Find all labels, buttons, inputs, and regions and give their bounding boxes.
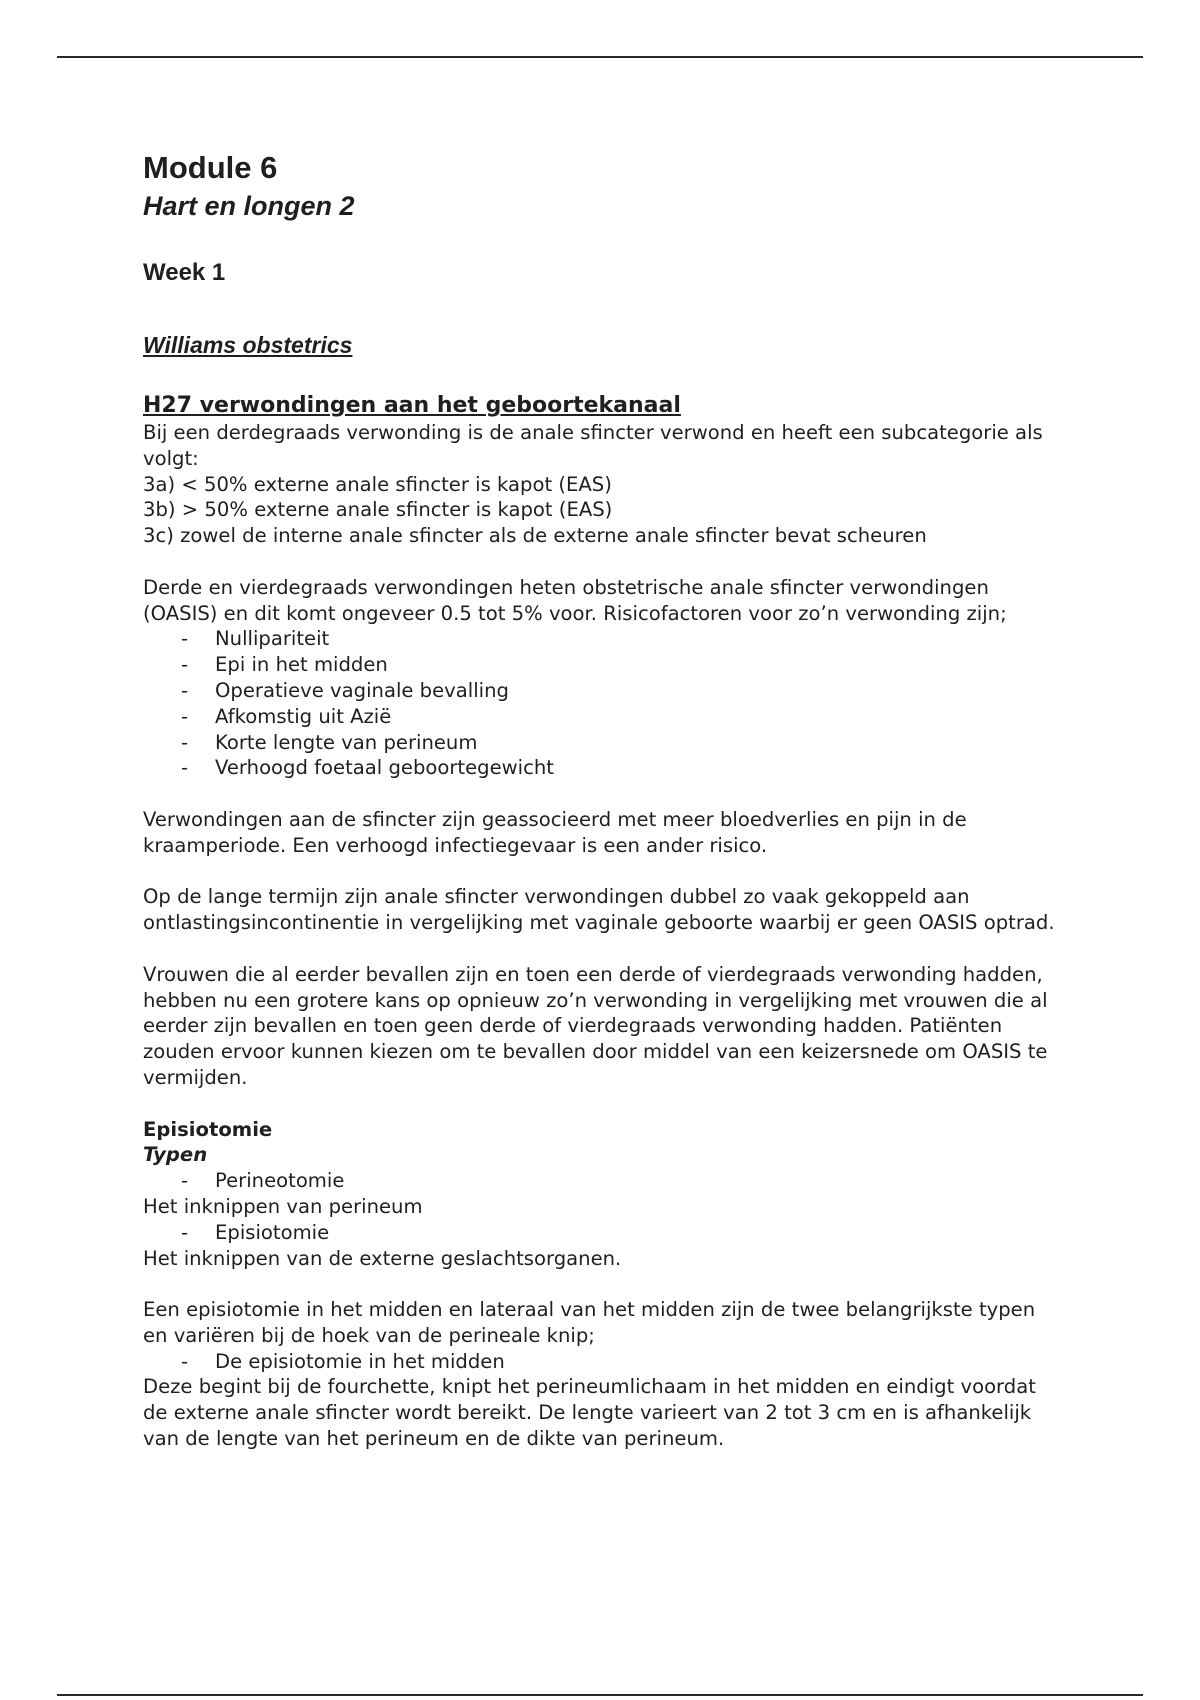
episiotomy-heading: Episiotomie [143,1117,273,1141]
top-rule [57,56,1143,58]
book-heading: Williams obstetrics [143,332,353,358]
list-item: - Afkomstig uit Azië [143,704,1063,730]
risk-factor-list [143,626,1063,781]
midline-list [143,1349,1063,1375]
types-paragraph: Een episiotomie in het midden en lateraal van het midden zijn de twee belangrijkste typen en variëren bij de hoek van de perineale knip; [143,1298,1036,1347]
week-heading: Week 1 [143,259,226,286]
list-item: - Verhoogd foetaal geboortegewicht [143,755,1063,781]
intro-paragraph: Bij een derdegraads verwonding is de anale sfincter verwond en heeft een subcategorie als volgt: [143,421,1043,470]
document-subtitle: Hart en longen 2 [143,191,355,221]
bleeding-paragraph: Verwondingen aan de sfincter zijn geassocieerd met meer bloedverlies en pijn in de kraamperiode. Een verhoogd infectiegevaar is een ander risico. [143,807,967,857]
oasis-paragraph: Derde en vierdegraads verwondingen heten obstetrische anale sfincter verwondingen (OASIS) en dit komt ongeveer 0.5 tot 5% voor. Risicofactoren voor zo’n verwonding zijn; [143,575,1007,625]
midline-paragraph: Deze begint bij de fourchette, knipt het perineumlichaam in het midden en eindigt voordat de externe anale sfincter wordt bereikt. De lengte varieert van 2 tot 3 cm en is afhankelijk van de lengte van het perineum en de dikte van perineum. [143,1375,1036,1451]
types-heading: Typen [143,1143,208,1167]
type-list-1 [143,1168,1063,1194]
type1-description: Het inknippen van perineum [143,1194,423,1218]
list-item: - Episiotomie [143,1220,1063,1246]
type-list-2 [143,1220,1063,1246]
list-item: - De episiotomie in het midden [143,1349,1063,1375]
list-item: - Operatieve vaginale bevalling [143,678,1063,704]
list-item: - Epi in het midden [143,652,1063,678]
category-item: 3c) zowel de interne anale sfincter als de externe anale sfincter bevat scheuren [143,524,927,548]
chapter-heading: H27 verwondingen aan het geboortekanaal [143,393,681,418]
longterm-paragraph: Op de lange termijn zijn anale sfincter verwondingen dubbel zo vaak gekoppeld aan ontlastingsincontinentie in vergelijking met vaginale geboorte waarbij er geen OASIS optrad. [143,885,1055,935]
type2-description: Het inknippen van de externe geslachtsorganen. [143,1246,622,1270]
category-item: 3b) > 50% externe anale sfincter is kapot (EAS) [143,498,613,522]
category-item: 3a) < 50% externe anale sfincter is kapot (EAS) [143,472,612,496]
bottom-rule [57,1694,1143,1696]
list-item: - Nullipariteit [143,626,1063,652]
list-item: - Korte lengte van perineum [143,730,1063,756]
document-title: Module 6 [143,150,278,185]
recurrence-paragraph: Vrouwen die al eerder bevallen zijn en toen een derde of vierdegraads verwonding hadden, hebben nu een grotere kans op opnieuw zo’n verwonding in vergelijking met vrouwen die al eerder zijn bevallen en toen geen derde of vierdegraads verwonding hadden. Patiënten zouden ervoor kunnen kiezen om te bevallen door middel van een keizersnede om OASIS te vermijden. [143,962,1048,1089]
list-item: - Perineotomie [143,1168,1063,1194]
chapter-body [143,420,1063,1452]
document-content [143,148,1063,1452]
